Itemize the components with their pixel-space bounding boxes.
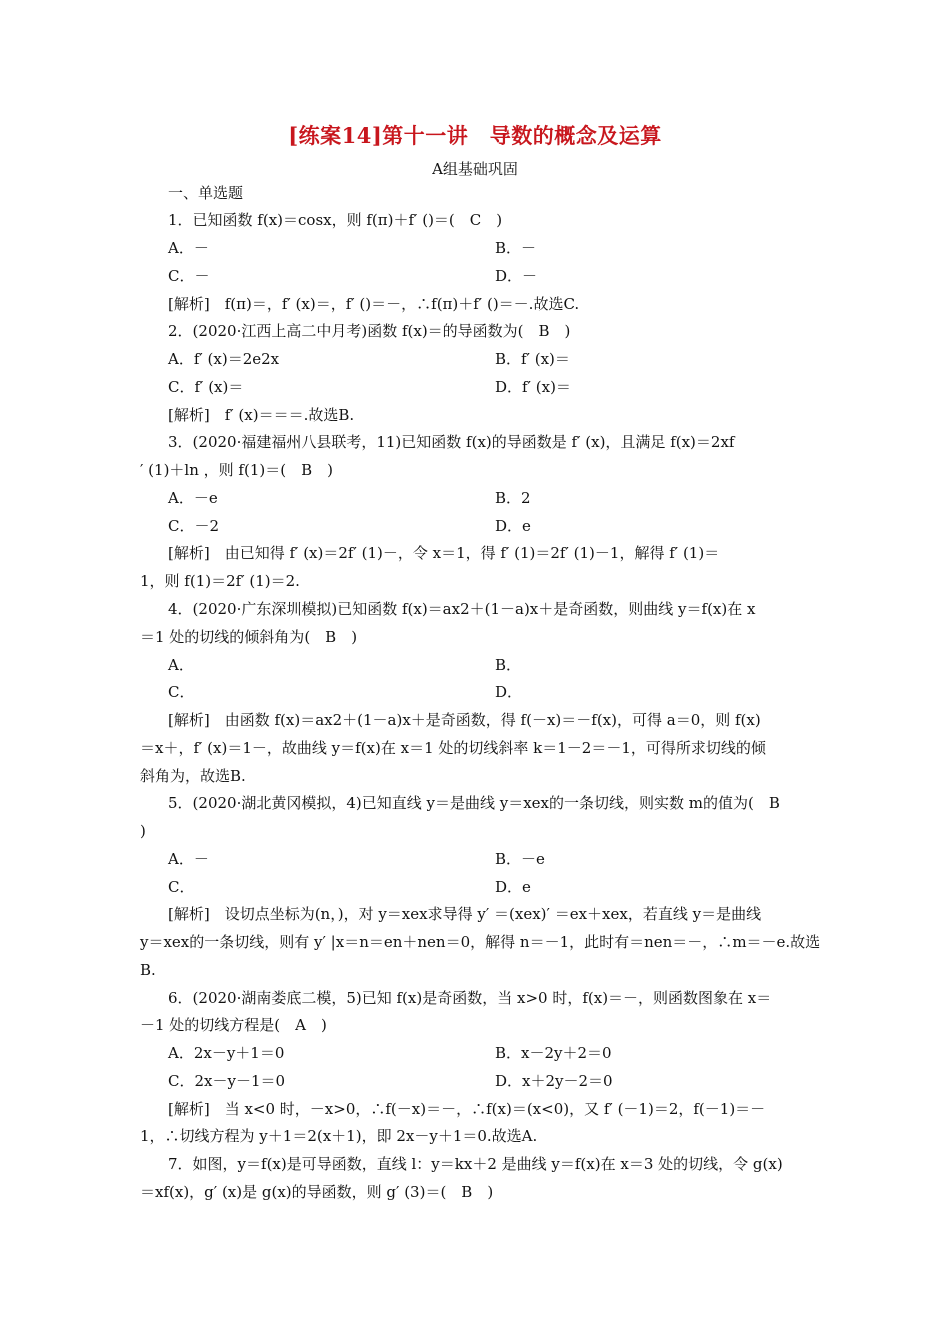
question-6-line-2: －1 处的切线方程是( A )	[140, 1016, 327, 1034]
question-2: 2．(2020·江西上高二中月考)函数 f(x)＝的导函数为( B )	[168, 322, 571, 340]
answer-4-line-1: [解析] 由函数 f(x)＝ax2＋(1－a)x＋是奇函数，得 f(－x)＝－f(x)，可得 a＝0，则 f(x)	[168, 711, 761, 729]
answer-6-line-2: 1，∴切线方程为 y＋1＝2(x＋1)，即 2x－y＋1＝0.故选A.	[140, 1127, 538, 1145]
question-3-line-2: ′ (1)＋ln ，则 f(1)＝( B )	[140, 461, 333, 479]
question-6-line-1: 6．(2020·湖南娄底二模，5)已知 f(x)是奇函数，当 x>0 时，f(x)＝－，则函数图象在 x＝	[168, 989, 772, 1007]
q6-option-c: C．2x－y－1＝0	[168, 1072, 286, 1090]
q4-option-a: A．	[168, 656, 194, 674]
section-heading: 一、单选题	[168, 184, 244, 202]
page-title: [练案14]第十一讲 导数的概念及运算	[288, 123, 662, 148]
q1-option-d: D．－	[495, 267, 538, 285]
q2-option-b: B．f′ (x)＝	[495, 350, 570, 368]
answer-5-line-2: y＝xex的一条切线，则有 y′ |x＝n＝en＋nen＝0，解得 n＝－1，此时有＝nen＝－，∴m＝－e.故选	[140, 933, 821, 951]
q3-option-a: A．－e	[168, 489, 218, 507]
q2-option-d: D．f′ (x)＝	[495, 378, 571, 396]
q3-option-d: D．e	[495, 517, 531, 535]
q5-option-a: A．－	[168, 850, 209, 868]
answer-5-line-3: B.	[140, 961, 156, 979]
question-5-line-2: )	[140, 822, 146, 840]
question-7-line-2: ＝xf(x)，g′ (x)是 g(x)的导函数，则 g′ (3)＝( B )	[140, 1183, 494, 1201]
answer-4-line-3: 斜角为，故选B.	[140, 767, 246, 785]
answer-6-line-1: [解析] 当 x<0 时，－x>0，∴f(－x)＝－，∴f(x)＝(x<0)，又 f′ (－1)＝2，f(－1)＝－	[168, 1100, 766, 1118]
q4-option-b: B．	[495, 656, 522, 674]
q3-option-c: C．－2	[168, 517, 220, 535]
q1-option-b: B．－	[495, 239, 537, 257]
answer-2: [解析] f′ (x)＝＝＝.故选B.	[168, 406, 355, 424]
question-4-line-1: 4．(2020·广东深圳模拟)已知函数 f(x)＝ax2＋(1－a)x＋是奇函数，则曲线 y＝f(x)在 x	[168, 600, 756, 618]
q6-option-b: B．x－2y＋2＝0	[495, 1044, 612, 1062]
q1-option-a: A．－	[168, 239, 209, 257]
q6-option-d: D．x＋2y－2＝0	[495, 1072, 613, 1090]
question-1: 1．已知函数 f(x)＝cosx，则 f(π)＋f′ ()＝( C )	[168, 211, 503, 229]
answer-4-line-2: ＝x＋，f′ (x)＝1－，故曲线 y＝f(x)在 x＝1 处的切线斜率 k＝1－2＝－1，可得所求切线的倾	[140, 739, 766, 757]
question-4-line-2: ＝1 处的切线的倾斜角为( B )	[140, 628, 358, 646]
q6-option-a: A．2x－y＋1＝0	[168, 1044, 285, 1062]
answer-3-line-1: [解析] 由已知得 f′ (x)＝2f′ (1)－，令 x＝1，得 f′ (1)＝2f′ (1)－1，解得 f′ (1)＝	[168, 544, 720, 562]
q5-option-d: D．e	[495, 878, 531, 896]
q4-option-c: C．	[168, 683, 195, 701]
answer-3-line-2: 1，则 f(1)＝2f′ (1)＝2.	[140, 572, 300, 590]
q3-option-b: B．2	[495, 489, 531, 507]
q2-option-a: A．f′ (x)＝2e2x	[168, 350, 280, 368]
question-7-line-1: 7．如图，y＝f(x)是可导函数，直线 l：y＝kx＋2 是曲线 y＝f(x)在 x＝3 处的切线，令 g(x)	[168, 1155, 783, 1173]
answer-5-line-1: [解析] 设切点坐标为(n，)，对 y＝xex求导得 y′ ＝(xex)′ ＝ex＋xex，若直线 y＝是曲线	[168, 905, 762, 923]
page-subtitle: A组基础巩固	[432, 160, 518, 178]
q5-option-c: C．	[168, 878, 195, 896]
q2-option-c: C．f′ (x)＝	[168, 378, 244, 396]
q5-option-b: B．－e	[495, 850, 545, 868]
q1-option-c: C．－	[168, 267, 210, 285]
question-3-line-1: 3．(2020·福建福州八县联考，11)已知函数 f(x)的导函数是 f′ (x)，且满足 f(x)＝2xf	[168, 433, 735, 451]
q4-option-d: D．	[495, 683, 523, 701]
question-5-line-1: 5．(2020·湖北黄冈模拟，4)已知直线 y＝是曲线 y＝xex的一条切线，则实数 m的值为( B	[168, 794, 780, 812]
answer-1: [解析] f(π)＝，f′ (x)＝，f′ ()＝－，∴f(π)＋f′ ()＝－.故选C.	[168, 295, 580, 313]
